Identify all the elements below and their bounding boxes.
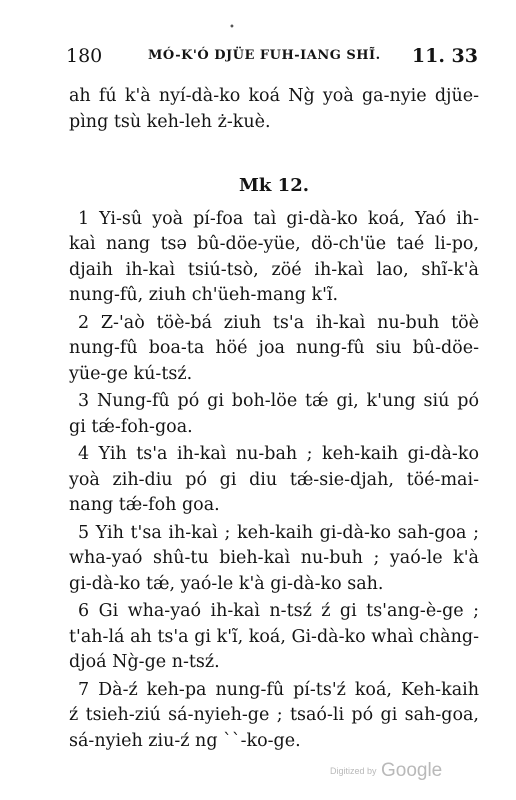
verse-line: 7 Dà-ź keh-pa nung-fû pí-ts'ź koá, Keh-kaih [78,679,479,700]
text-line: ah fú k'à nyí-dà-ko koá Ng̀ yoà ga-nyie djüe- [69,86,479,106]
verse-line: 6 Gi wha-yaó ih-kaì n-tsź ź gi ts'ang-è-ge ; [78,601,479,621]
verse-5 [69,521,479,598]
verse-line: 1 Yi-sû yoà pí-foa taì gi-dà-ko koá, Yaó ih- [78,208,479,229]
verse-line: 5 Yih t'sa ih-kaì ; keh-kaih gi-dà-ko sah-goa ; [78,522,479,543]
google-logo: Google [380,760,443,781]
verse-line: djoá Ng̀-ge n-tsź. [69,652,220,672]
verse-line: nung-fû boa-ta höé joa nung-fû siu bû-döe- [69,338,479,358]
chapter-heading: Mk 12. [239,175,309,196]
verse-line: kaì nang tsə bû-döe-yüe, dö-ch'üe taé li-po, [69,234,479,254]
verse-line: wha-yaó shû-tu bieh-kaì nu-buh ; yaó-le k'à [69,548,479,568]
verse-line: sá-nyieh ziu-ź ng ˋˋ-ko-ge. [69,730,301,751]
verse-line: yüe-ge kú-tsź. [69,363,193,384]
verse-line: djaih ih-kaì tsiú-tsò, zöé ih-kaì lao, shĩ-k'à [69,259,479,280]
page-body [69,84,479,754]
verse-7 [69,678,479,755]
verse-3 [69,389,479,440]
verse-line: gi-dà-ko tǽ, yaó-le k'à gi-dà-ko sah. [69,573,384,594]
running-header [66,45,478,75]
verse-line: nung-fû, ziuh ch'üeh-mang k'ĩ. [69,285,339,305]
intro-paragraph [69,84,479,135]
verse-6 [69,599,479,676]
verse-2 [69,311,479,388]
chapter-verse-reference: 11. 33 [411,45,478,67]
verse-line: 2 Z-'aò töè-bá ziuh ts'a ih-kaì nu-buh töè [78,312,479,333]
verse-line: nang tǽ-foh goa. [69,495,220,515]
verse-line: 4 Yih ts'a ih-kaì nu-bah ; keh-kaih gi-dà-ko [78,444,479,464]
verse-line: 3 Nung-fû pó gi boh-löe tǽ gi, k'ung siú pó [78,391,479,411]
watermark-prefix: Digitized by [330,766,377,776]
verse-line: t'ah-lá ah ts'a gi k'ĩ, koá, Gi-dà-ko whaì chàng- [69,626,479,647]
page-number: 180 [66,45,103,67]
running-title: MÓ-K'Ó DJÜE FUH-IANG SHĨ. [148,48,381,63]
digitization-watermark [330,760,442,782]
verse-line: ź tsieh-ziú sá-nyieh-ge ; tsaó-li pó gi sah-goa, [69,705,479,725]
verse-4 [69,442,479,519]
verse-line: gi tǽ-foh-goa. [69,416,193,437]
text-line: pìng tsù keh-leh ż-kuè. [69,111,271,132]
verse-1 [69,207,479,309]
stray-ink-mark: • [229,22,235,33]
verse-line: yoà zih-diu pó gi diu tǽ-sie-djah, töé-mai- [69,469,479,490]
